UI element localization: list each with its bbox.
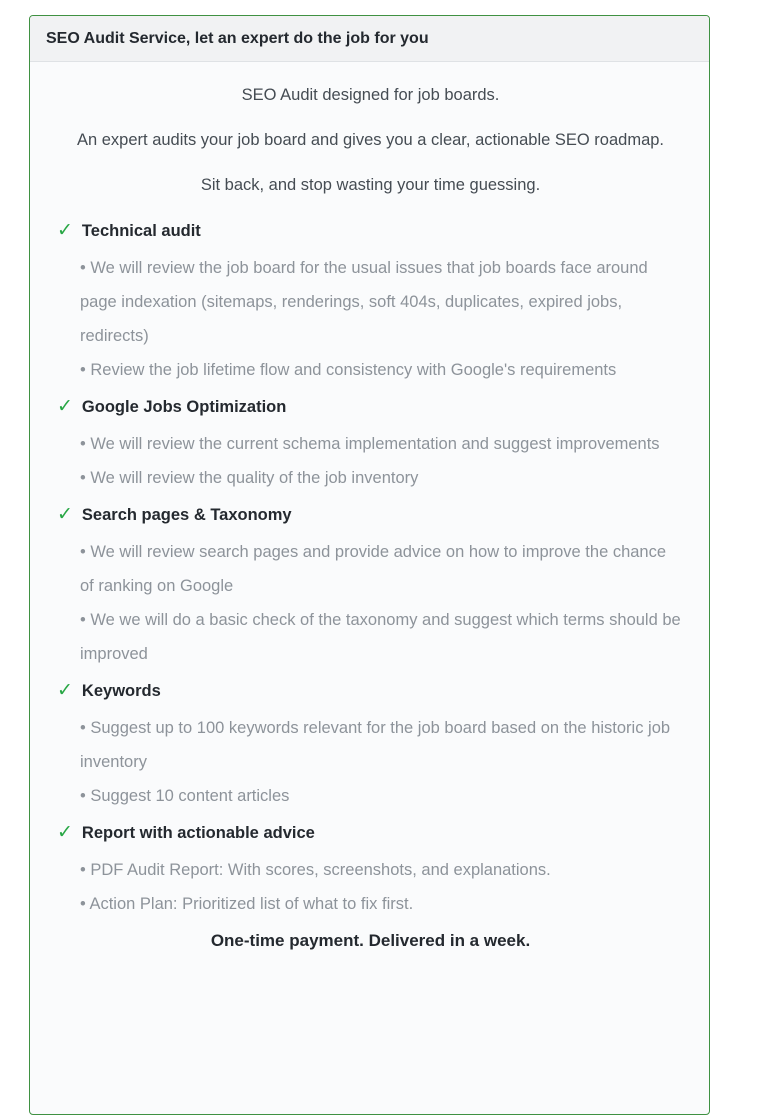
bullet-item: • Action Plan: Prioritized list of what to fix first. [80,895,414,913]
bullet-item: • We we will do a basic check of the taxonomy and suggest which terms should be improved [80,611,681,663]
intro-block [57,84,684,196]
intro-line-1: SEO Audit designed for job boards. [241,86,500,104]
checkmark-icon: ✓ [57,680,73,701]
bullet-item: • Review the job lifetime flow and consistency with Google's requirements [80,361,617,379]
section-title: Keywords [81,682,161,700]
bullet-list [80,853,684,921]
section-title: Report with actionable advice [81,824,315,842]
section-search-taxonomy [57,503,684,671]
seo-audit-card [29,15,710,1115]
section-heading [57,821,684,845]
bullet-item: • We will review the quality of the job inventory [80,469,419,487]
bullet-list [80,711,684,813]
section-heading [57,219,684,243]
checkmark-icon: ✓ [57,220,73,241]
card-title: SEO Audit Service, let an expert do the job for you [46,30,429,47]
intro-line-2: An expert audits your job board and gives you a clear, actionable SEO roadmap. [76,131,665,149]
section-heading [57,395,684,419]
checkmark-icon: ✓ [57,396,73,417]
bullet-item: • We will review the current schema implementation and suggest improvements [80,435,660,453]
section-technical-audit [57,219,684,387]
section-heading [57,503,684,527]
bullet-item: • We will review search pages and provide advice on how to improve the chance of ranking on Google [80,543,667,595]
bullet-item: • Suggest 10 content articles [80,787,290,805]
card-body [30,62,709,953]
card-header [30,16,709,62]
checkmark-icon: ✓ [57,504,73,525]
section-heading [57,679,684,703]
section-google-jobs [57,395,684,495]
section-report [57,821,684,921]
bullet-list [80,535,684,671]
bullet-item: • PDF Audit Report: With scores, screenshots, and explanations. [80,861,551,879]
intro-line-3: Sit back, and stop wasting your time guessing. [200,176,541,194]
bullet-item: • Suggest up to 100 keywords relevant for the job board based on the historic job inventory [80,719,671,771]
footer-note: One-time payment. Delivered in a week. [210,931,531,950]
section-title: Search pages & Taxonomy [81,506,292,524]
bullet-list [80,427,684,495]
bullet-list [80,251,684,387]
checkmark-icon: ✓ [57,822,73,843]
section-title: Google Jobs Optimization [81,398,287,416]
section-keywords [57,679,684,813]
section-title: Technical audit [81,222,201,240]
bullet-item: • We will review the job board for the usual issues that job boards face around page indexation (sitemaps, renderings, soft 404s, duplicates, expired jobs, redirects) [80,259,648,345]
